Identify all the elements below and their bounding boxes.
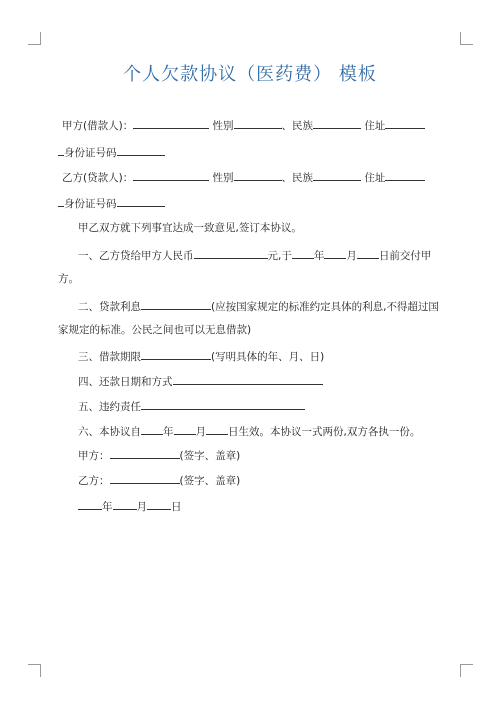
- clause-6-month-blank[interactable]: [174, 423, 196, 435]
- clause-1-amount-blank[interactable]: [194, 247, 268, 259]
- sign-a-note: (签字、盖章): [179, 450, 241, 462]
- date-year-blank[interactable]: [78, 498, 102, 510]
- sign-a-label: 甲方：: [78, 450, 110, 462]
- clause-1-year-blank[interactable]: [292, 247, 314, 259]
- party-b-ethnicity-blank[interactable]: [313, 169, 361, 181]
- date-month-label: 月: [136, 501, 147, 513]
- party-a-ethnicity-label: 、民族: [281, 120, 314, 132]
- clause-1-text-c: 年: [313, 250, 325, 262]
- clause-4-text-a: 四、还款日期和方式: [78, 376, 173, 388]
- party-b-id-line: [58, 195, 458, 211]
- intro-text: 甲乙双方就下列事宜达成一致意见,签订本协议。: [78, 222, 302, 234]
- party-b-line: [62, 169, 462, 185]
- party-a-ethnicity-blank[interactable]: [313, 117, 361, 129]
- clause-3-text-b: (写明具体的年、月、日): [211, 351, 325, 363]
- clause-6: [78, 423, 478, 439]
- clause-5: [78, 398, 478, 414]
- party-a-gender-blank[interactable]: [234, 117, 282, 129]
- clause-3-term-blank[interactable]: [141, 348, 211, 360]
- clause-3: [78, 348, 478, 364]
- clause-2-text-b: (应按国家规定的标准约定具体的利息,不得超过国: [211, 301, 439, 313]
- party-a-id-blank[interactable]: [117, 144, 165, 156]
- party-b-label: 乙方(贷款人)：: [62, 172, 134, 184]
- page-title: 个人欠款协议（医药费） 模板: [123, 64, 377, 85]
- sign-b: [78, 472, 478, 488]
- clause-6-text-a: 六、本协议自: [78, 426, 141, 438]
- clause-2-cont: 家规定的标准。公民之间也可以无息借款): [58, 324, 252, 336]
- clause-6-day-blank[interactable]: [206, 423, 228, 435]
- date-month-blank[interactable]: [113, 498, 137, 510]
- party-a-id-line: [58, 144, 458, 160]
- date-day-label: 日: [171, 501, 182, 513]
- clause-1-month-blank[interactable]: [324, 247, 346, 259]
- clause-1-day-blank[interactable]: [357, 247, 379, 259]
- party-a-id-label: 身份证号码: [64, 147, 117, 159]
- sign-b-label: 乙方：: [78, 475, 110, 487]
- sign-date: [78, 498, 478, 514]
- party-b-gender-blank[interactable]: [234, 169, 282, 181]
- party-b-ethnicity-label: 、民族: [281, 172, 314, 184]
- clause-6-text-c: 月: [195, 426, 206, 438]
- party-a-address-blank[interactable]: [385, 117, 425, 129]
- party-b-gender-label: 性别: [212, 172, 234, 184]
- clause-1-text-e: 日前交付甲: [378, 250, 432, 262]
- sign-b-note: (签字、盖章): [179, 475, 241, 487]
- clause-2-interest-blank[interactable]: [141, 298, 211, 310]
- sign-a: [78, 447, 478, 463]
- party-b-address-blank[interactable]: [385, 169, 425, 181]
- party-b-address-label: 住址: [364, 172, 386, 184]
- clause-1: [78, 247, 478, 263]
- party-a-line: [62, 117, 462, 133]
- sign-b-blank[interactable]: [110, 472, 180, 484]
- clause-6-text-b: 年: [163, 426, 174, 438]
- crop-mark-top-right: [460, 32, 473, 45]
- party-b-id-label: 身份证号码: [64, 198, 117, 210]
- party-a-name-blank[interactable]: [133, 117, 209, 129]
- crop-mark-bottom-left: [28, 664, 41, 677]
- clause-6-text-d: 日生效。本协议一式两份,双方各执一份。: [228, 426, 421, 438]
- crop-mark-top-left: [28, 32, 41, 45]
- clause-1-text-b: 元,于: [267, 250, 292, 262]
- party-a-gender-label: 性别: [212, 120, 234, 132]
- clause-2-text-a: 二、贷款利息: [78, 301, 141, 313]
- clause-6-year-blank[interactable]: [141, 423, 163, 435]
- clause-5-text-a: 五、违约责任: [78, 401, 141, 413]
- crop-mark-bottom-right: [460, 664, 473, 677]
- clause-5-liability-blank[interactable]: [141, 398, 305, 410]
- sign-a-blank[interactable]: [110, 447, 180, 459]
- party-a-address-label: 住址: [364, 120, 386, 132]
- clause-2: [78, 298, 478, 314]
- clause-1-cont: 方。: [58, 273, 79, 285]
- clause-1-text-d: 月: [346, 250, 357, 262]
- date-year-label: 年: [102, 501, 113, 513]
- clause-1-text-a: 一、乙方贷给甲方人民币: [78, 250, 194, 262]
- clause-4-repayment-blank[interactable]: [173, 373, 323, 385]
- date-day-blank[interactable]: [147, 498, 171, 510]
- clause-4: [78, 373, 478, 389]
- party-b-name-blank[interactable]: [133, 169, 209, 181]
- party-b-id-blank[interactable]: [117, 195, 165, 207]
- clause-3-text-a: 三、借款期限: [78, 351, 141, 363]
- party-a-label: 甲方(借款人)：: [62, 120, 134, 132]
